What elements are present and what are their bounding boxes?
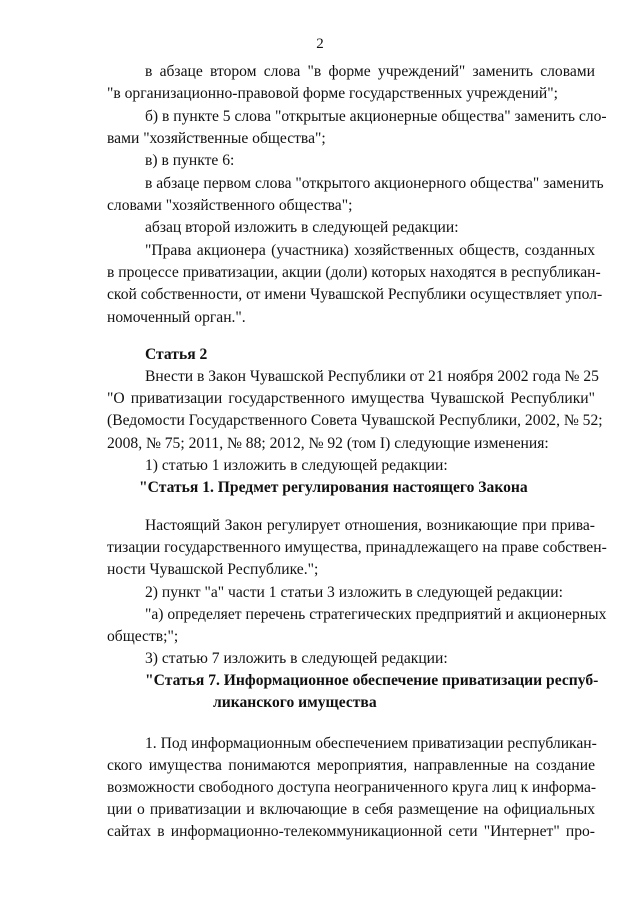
article-heading: Статья 2 (145, 346, 208, 363)
text-line: возможности свободного доступа неограниченного круга лиц к информа- (107, 779, 597, 796)
text-line: 2008, № 75; 2011, № 88; 2012, № 92 (том I) следующие изменения: (107, 435, 549, 452)
text-line: 2) пункт "а" части 1 статьи 3 изложить в следующей редакции: (145, 584, 563, 601)
text-line: 3) статью 7 изложить в следующей редакции: (145, 650, 448, 667)
text-line: 1) статью 1 изложить в следующей редакции: (145, 457, 448, 474)
article-title: "Статья 7. Информационное обеспечение приватизации респуб- (145, 672, 599, 689)
text-line: в абзаце втором слова "в форме учреждений" заменить словами (145, 63, 595, 80)
text-line: "в организационно-правовой форме государственных учреждений"; (107, 85, 558, 102)
text-line: словами "хозяйственного общества"; (107, 197, 353, 214)
text-line: "Права акционера (участника) хозяйственных обществ, созданных (145, 242, 595, 259)
text-line: номоченный орган.". (107, 309, 246, 326)
text-line: сайтах в информационно-телекоммуникационной сети "Интернет" про- (107, 823, 595, 840)
article-title-continuation: ликанского имущества (213, 694, 377, 711)
text-line: "а) определяет перечень стратегических предприятий и акционерных (145, 606, 607, 623)
text-line: Настоящий Закон регулирует отношения, возникающие при прива- (145, 517, 595, 534)
text-line: Внести в Закон Чувашской Республики от 21 ноября 2002 года № 25 (145, 368, 599, 385)
text-line: 1. Под информационным обеспечением приватизации республикан- (145, 735, 597, 752)
text-line: тизации государственного имущества, принадлежащего на праве собствен- (107, 539, 607, 556)
page-number: 2 (316, 36, 324, 52)
text-line: обществ;"; (107, 628, 179, 645)
text-line: ции о приватизации и включающие в себя размещение на официальных (107, 801, 595, 818)
text-line: в) в пункте 6: (145, 152, 235, 169)
text-line: ской собственности, от имени Чувашской Республики осуществляет упол- (107, 286, 603, 303)
text-line: ского имущества понимаются мероприятия, направленные на создание (107, 757, 595, 774)
text-line: в процессе приватизации, акции (доли) которых находятся в республикан- (107, 264, 601, 281)
text-line: вами "хозяйственные общества"; (107, 130, 326, 147)
text-line: в абзаце первом слова "открытого акционерного общества" заменить (145, 175, 604, 192)
article-title: "Статья 1. Предмет регулирования настоящего Закона (139, 479, 528, 496)
text-line: абзац второй изложить в следующей редакции: (145, 219, 459, 236)
text-line: б) в пункте 5 слова "открытые акционерные общества" заменить сло- (145, 108, 607, 125)
text-line: "О приватизации государственного имущества Чувашской Республики" (107, 390, 595, 407)
text-line: (Ведомости Государственного Совета Чувашской Республики, 2002, № 52; (107, 412, 603, 429)
text-line: ности Чувашской Республике."; (107, 561, 319, 578)
